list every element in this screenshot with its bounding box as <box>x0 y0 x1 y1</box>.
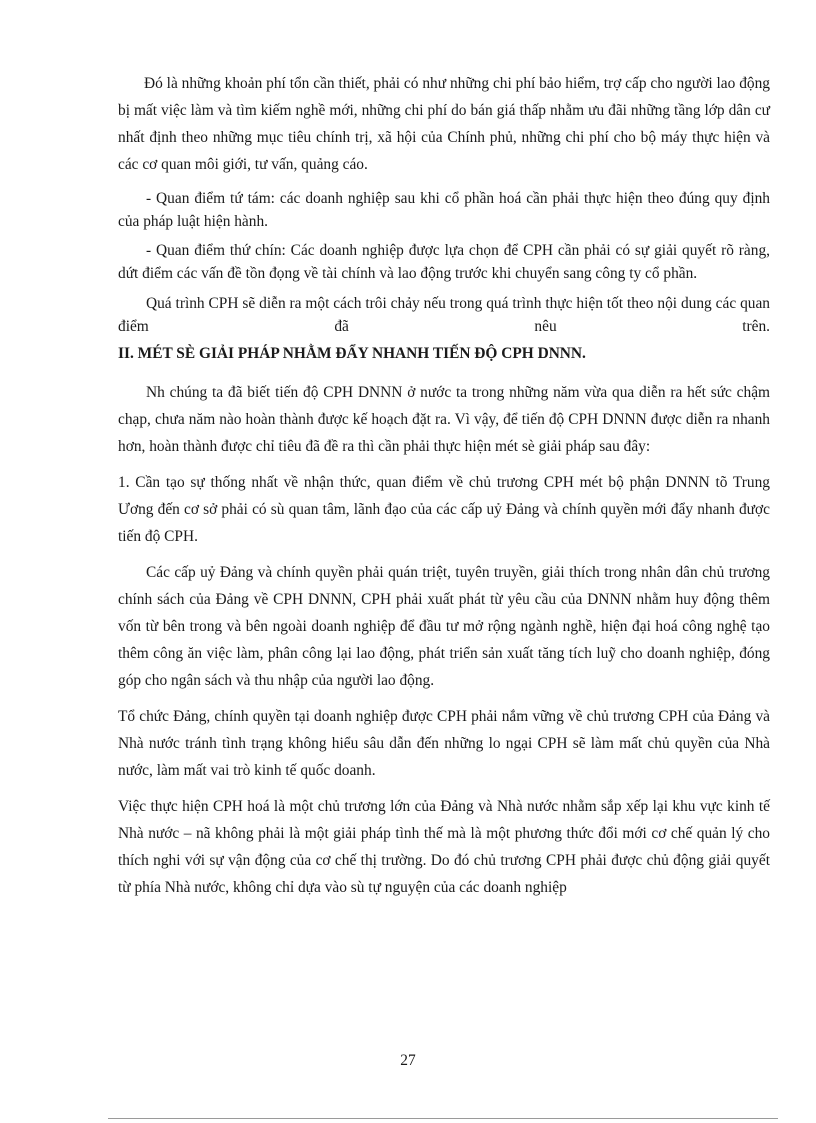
paragraph-cph-process: Quá trình CPH sẽ diễn ra một cách trôi chảy nếu trong quá trình thực hiện tốt theo nội dung các quan điểm đã nêu trên. <box>118 295 770 335</box>
paragraph-implementation: Việc thực hiện CPH hoá là một chủ trương lớn của Đảng và Nhà nước nhằm sắp xếp lại khu vực kinh tế Nhà nước – nã không phải là một giải pháp tình thế mà là một phương thức đổi mới cơ chế quản lý cho thích nghi với sự vận động của cơ chế thị trường. Do đó chủ trương CPH phải được chủ động giải quyết từ phía Nhà nước, không chỉ dựa vào sù tự nguyện của các doanh nghiệp <box>118 798 770 896</box>
document-page <box>118 70 770 901</box>
bottom-rule <box>108 1118 778 1119</box>
paragraph-costs: Đó là những khoản phí tổn cần thiết, phải có như những chi phí bảo hiểm, trợ cấp cho người lao động bị mất việc làm và tìm kiếm nghề mới, những chi phí do bán giá thấp nhằm ưu đãi những tầng lớp dân cư nhất định theo những mục tiêu chính trị, xã hội của Chính phủ, những chi phí cho bộ máy thực hiện và các cơ quan môi giới, tư vấn, quảng cáo. <box>118 75 770 173</box>
paragraph-intro-solutions: Nh chúng ta đã biết tiến độ CPH DNNN ở nước ta trong những năm vừa qua diễn ra hết sức chậm chạp, chưa năm nào hoàn thành được kế hoạch đặt ra. Vì vậy, để tiến độ CPH DNNN được diễn ra nhanh hơn, hoàn thành được chỉ tiêu đã đề ra thì cần phải thực hiện mét sè giải pháp sau đây: <box>118 384 770 455</box>
paragraph-solution-one: 1. Cần tạo sự thống nhất về nhận thức, quan điểm về chủ trương CPH mét bộ phận DNNN tõ Trung Ương đến cơ sở phải có sù quan tâm, lãnh đạo của các cấp uỷ Đảng và chính quyền mới đẩy nhanh được tiến độ CPH. <box>118 474 770 545</box>
section-heading: II. MÉT SÈ GIẢI PHÁP NHẰM ĐẨY NHANH TIẾN ĐỘ CPH DNNN. <box>118 345 586 362</box>
page-number: 27 <box>400 1052 416 1069</box>
paragraph-viewpoint-nine: - Quan điểm thứ chín: Các doanh nghiệp được lựa chọn để CPH cần phải có sự giải quyết rõ ràng, dứt điểm các vấn đề tồn đọng về tài chính và lao động trước khi chuyển sang công ty cổ phần. <box>118 242 770 282</box>
paragraph-party-organization: Tổ chức Đảng, chính quyền tại doanh nghiệp được CPH phải nắm vững về chủ trương CPH của Đảng và Nhà nước tránh tình trạng không hiểu sâu dẫn đến những lo ngại CPH sẽ làm mất chủ quyền của Nhà nước, làm mất vai trò kinh tế quốc doanh. <box>118 708 770 779</box>
paragraph-viewpoint-eight: - Quan điểm tứ tám: các doanh nghiệp sau khi cổ phần hoá cần phải thực hiện theo đúng quy định của pháp luật hiện hành. <box>118 190 770 230</box>
paragraph-party-committees: Các cấp uỷ Đảng và chính quyền phải quán triệt, tuyên truyền, giải thích trong nhân dân chủ trương chính sách của Đảng về CPH DNNN, CPH phải xuất phát từ yêu cầu của DNNN nhằm huy động thêm vốn từ bên trong và bên ngoài doanh nghiệp để đầu tư mở rộng ngành nghề, hiện đại hoá công nghệ tạo thêm công ăn việc làm, phân công lại lao động, phát triển sản xuất tăng tích luỹ cho doanh nghiệp, đóng góp cho ngân sách và thu nhập của người lao động. <box>118 564 770 689</box>
